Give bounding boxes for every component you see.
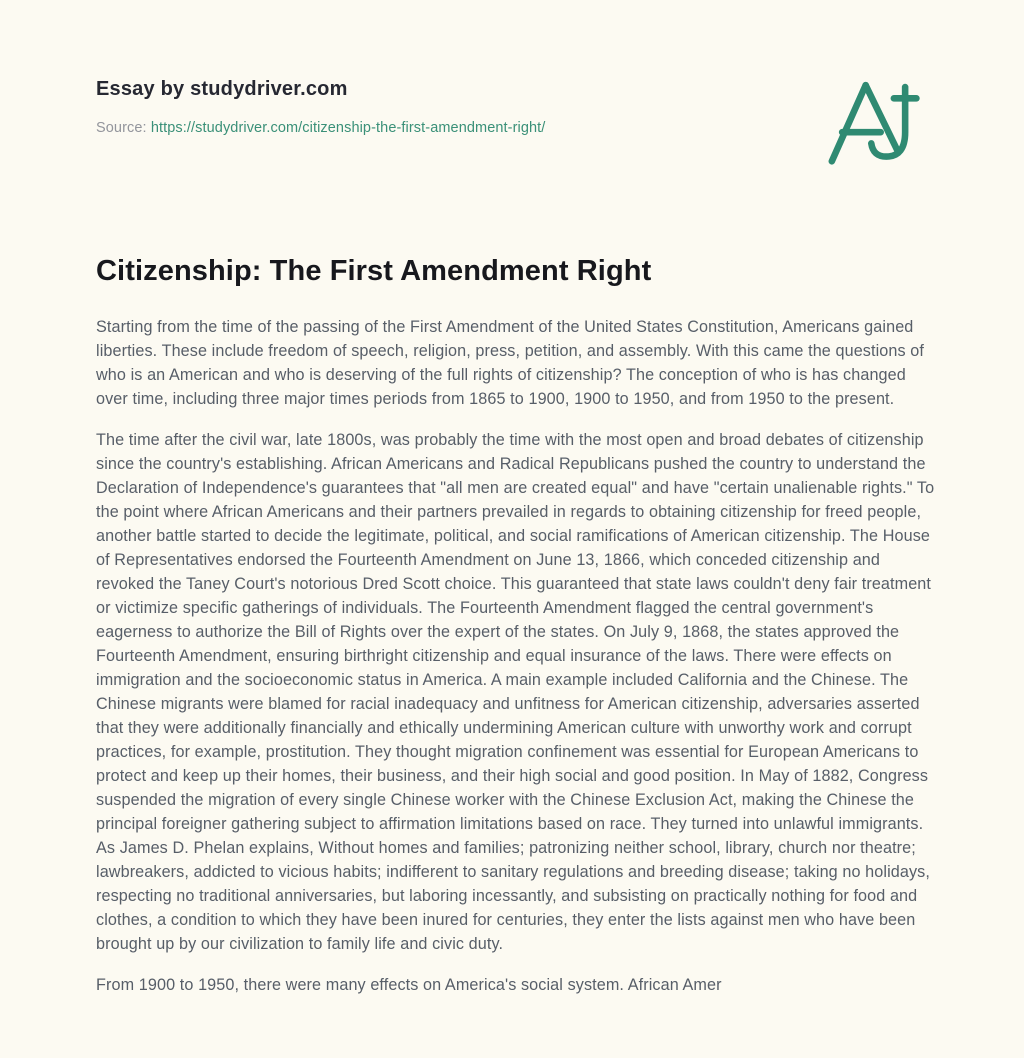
header-text-block [96, 78, 545, 136]
essay-content [96, 254, 936, 997]
essay-paragraph: From 1900 to 1950, there were many effects on America's social system. African Amer [96, 976, 722, 994]
source-line [96, 120, 545, 136]
page-header [96, 78, 936, 166]
source-link[interactable]: https://studydriver.com/citizenship-the-first-amendment-right/ [150, 120, 546, 136]
essay-paragraph: Starting from the time of the passing of the First Amendment of the United States Constitution, Americans gained liberties. These include freedom of speech, religion, press, petition, and assembly. With this came the questions of who is an American and who is deserving of the full rights of citizenship? The conception of who is has changed over time, including three major times periods from 1865 to 1900, 1900 to 1950, and from 1950 to the present. [96, 318, 924, 408]
essay-title: Citizenship: The First Amendment Right [96, 255, 652, 287]
essay-paragraph: The time after the civil war, late 1800s, was probably the time with the most open and broad debates of citizenship since the country's establishing. African Americans and Radical Republicans pushed the country to understand the Declaration of Independence's guarantees that "all men are created equal" and have "certain unalienable rights." To the point where African Americans and their partners prevailed in regards to obtaining citizenship for freed people, another battle started to decide the legitimate, political, and social ramifications of American citizenship. The House of Representatives endorsed the Fourteenth Amendment on June 13, 1866, which conceded citizenship and revoked the Taney Court's notorious Dred Scott choice. This guaranteed that state laws couldn't deny fair treatment or victimize specific gatherings of individuals. The Fourteenth Amendment flagged the central government's eagerness to authorize the Bill of Rights over the expert of the states. On July 9, 1868, the states approved the Fourteenth Amendment, ensuring birthright citizenship and equal insurance of the laws. There were effects on immigration and the socioeconomic status in America. A main example included California and the Chinese. The Chinese migrants were blamed for racial inadequacy and unfitness for American citizenship, adversaries asserted that they were additionally financially and ethically undermining American culture with unworthy work and corrupt practices, for example, prostitution. They thought migration confinement was essential for European Americans to protect and keep up their homes, their business, and their high social and good position. In May of 1882, Congress suspended the migration of every single Chinese worker with the Chinese Exclusion Act, making the Chinese the principal foreigner gathering subject to affirmation limitations based on race. They turned into unlawful immigrants. As James D. Phelan explains, Without homes and families; patronizing neither school, library, church nor theatre; lawbreakers, addicted to vicious habits; indifferent to sanitary regulations and breeding disease; taking no holidays, respecting no traditional anniversaries, but laboring incessantly, and subsisting on practically nothing for food and clothes, a condition to which they have been inured for centuries, they enter the lists against men who have been brought up by our civilization to family life and civic duty. [96, 431, 935, 953]
essay-body [96, 315, 936, 997]
studydriver-logo-icon [824, 72, 928, 166]
source-label: Source: [96, 120, 147, 136]
byline: Essay by studydriver.com [96, 78, 348, 100]
